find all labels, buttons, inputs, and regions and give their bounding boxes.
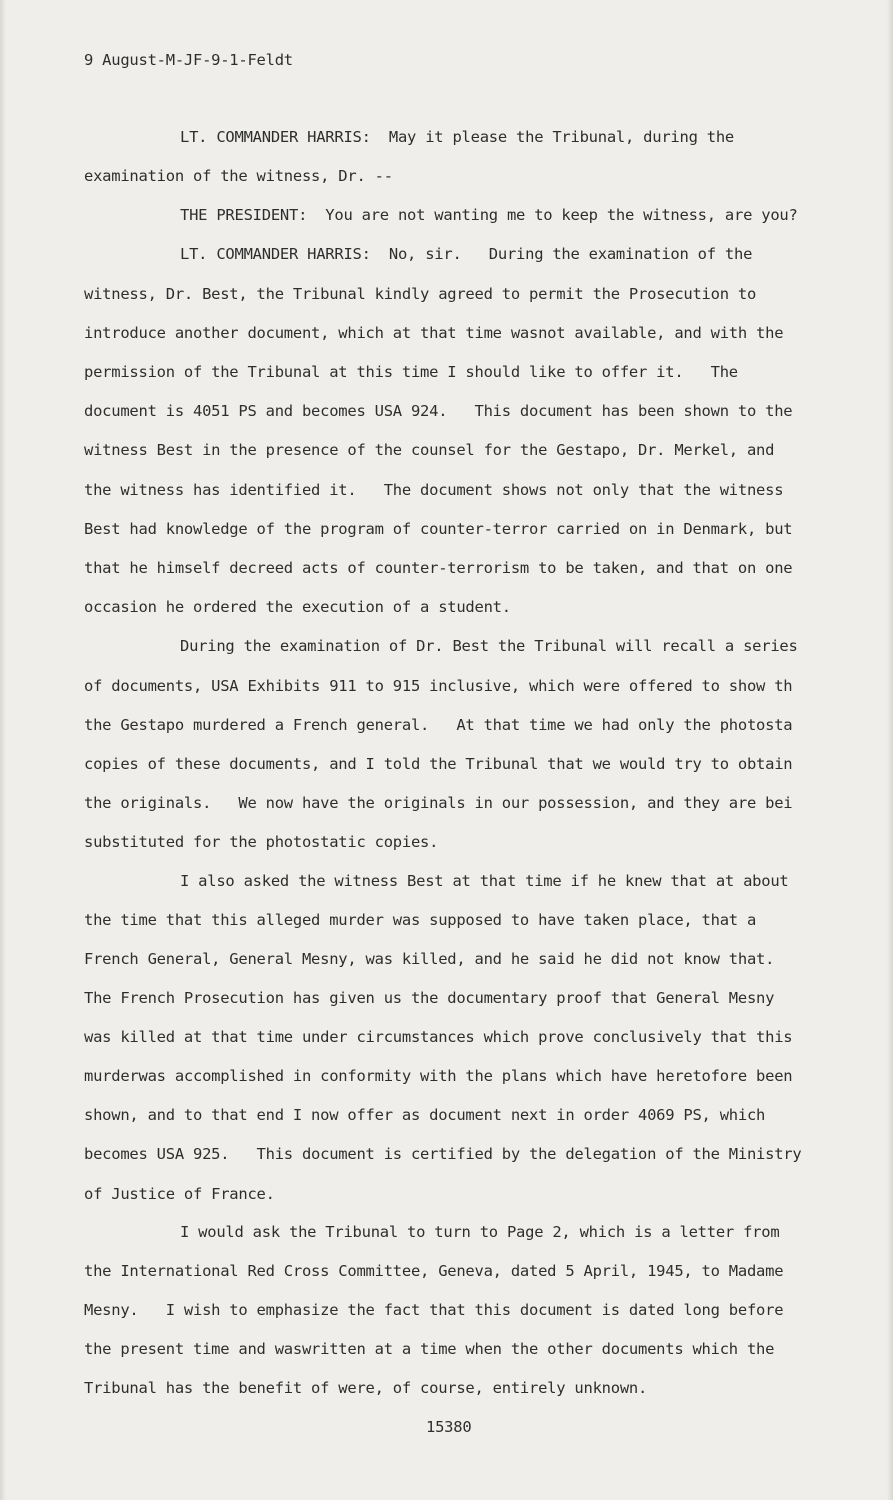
text-line: the present time and waswritten at a time when the other documents which the xyxy=(84,1340,775,1358)
page-edge-right xyxy=(887,0,893,1500)
text-line: LT. COMMANDER HARRIS: No, sir. During the examination of the xyxy=(180,245,753,263)
page-edge-left xyxy=(0,0,6,1500)
text-line: the witness has identified it. The document shows not only that the witness xyxy=(84,481,784,499)
text-line: Best had knowledge of the program of counter-terror carried on in Denmark, but xyxy=(84,520,793,538)
text-line: the time that this alleged murder was supposed to have taken place, that a xyxy=(84,911,757,929)
text-line: examination of the witness, Dr. -- xyxy=(84,167,393,185)
page-header: 9 August-M-JF-9-1-Feldt xyxy=(84,51,293,69)
text-line: THE PRESIDENT: You are not wanting me to keep the witness, are you? xyxy=(180,206,798,224)
text-line: was killed at that time under circumstances which prove conclusively that this xyxy=(84,1028,793,1046)
text-line: introduce another document, which at that time wasnot available, and with the xyxy=(84,324,784,342)
text-line: the International Red Cross Committee, Geneva, dated 5 April, 1945, to Madame xyxy=(84,1262,784,1280)
text-line: occasion he ordered the execution of a student. xyxy=(84,598,511,616)
text-line: of Justice of France. xyxy=(84,1185,275,1203)
text-line: that he himself decreed acts of counter-terrorism to be taken, and that on one xyxy=(84,559,793,577)
text-line: Mesny. I wish to emphasize the fact that this document is dated long before xyxy=(84,1301,784,1319)
text-line: The French Prosecution has given us the documentary proof that General Mesny xyxy=(84,989,775,1007)
page-number: 15380 xyxy=(426,1418,472,1436)
text-line: document is 4051 PS and becomes USA 924. This document has been shown to the xyxy=(84,402,793,420)
text-line: becomes USA 925. This document is certified by the delegation of the Ministry xyxy=(84,1145,802,1163)
text-line: the Gestapo murdered a French general. At that time we had only the photosta xyxy=(84,716,793,734)
text-line: murderwas accomplished in conformity with the plans which have heretofore been xyxy=(84,1067,793,1085)
text-line: French General, General Mesny, was killed, and he said he did not know that. xyxy=(84,950,775,968)
text-line: copies of these documents, and I told the Tribunal that we would try to obtain xyxy=(84,755,793,773)
text-line: witness, Dr. Best, the Tribunal kindly agreed to permit the Prosecution to xyxy=(84,285,757,303)
text-line: of documents, USA Exhibits 911 to 915 inclusive, which were offered to show th xyxy=(84,677,793,695)
text-line: permission of the Tribunal at this time I should like to offer it. The xyxy=(84,363,738,381)
text-line: Tribunal has the benefit of were, of course, entirely unknown. xyxy=(84,1379,648,1397)
text-line: I also asked the witness Best at that time if he knew that at about xyxy=(180,872,789,890)
text-line: LT. COMMANDER HARRIS: May it please the Tribunal, during the xyxy=(180,128,734,146)
text-line: substituted for the photostatic copies. xyxy=(84,833,439,851)
text-line: the originals. We now have the originals in our possession, and they are bei xyxy=(84,794,793,812)
text-line: During the examination of Dr. Best the Tribunal will recall a series xyxy=(180,637,798,655)
text-line: witness Best in the presence of the counsel for the Gestapo, Dr. Merkel, and xyxy=(84,441,775,459)
text-line: shown, and to that end I now offer as document next in order 4069 PS, which xyxy=(84,1106,766,1124)
text-line: I would ask the Tribunal to turn to Page 2, which is a letter from xyxy=(180,1223,780,1241)
